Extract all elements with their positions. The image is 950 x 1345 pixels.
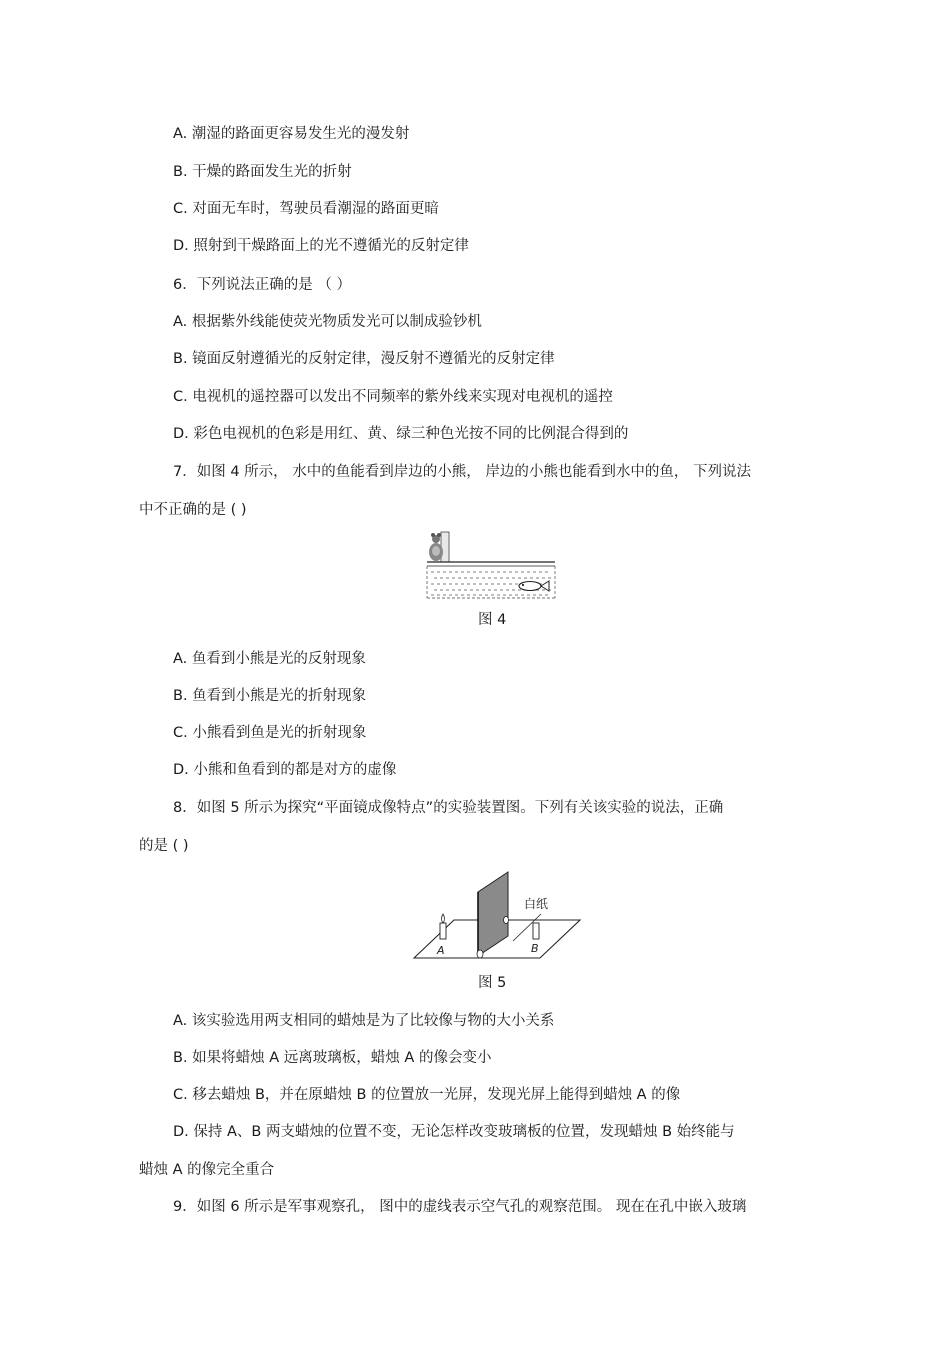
figure-4-caption: 图 4 <box>478 612 507 628</box>
q7-option-a: A. 鱼看到小熊是光的反射现象 <box>173 651 366 667</box>
q8-stem-line2: 的是 ( ) <box>139 838 189 854</box>
bear-icon <box>429 532 449 562</box>
q8-stem-line1: 8．如图 5 所示为探究“平面镜成像特点”的实验装置图。下列有关该实验的说法，正确 <box>173 800 724 816</box>
figure-5-paper-label: 白纸 <box>524 897 549 911</box>
q8-option-c: C. 移去蜡烛 B，并在原蜡烛 B 的位置放一光屏，发现光屏上能得到蜡烛 A 的像 <box>173 1087 681 1103</box>
q7-option-d: D. 小熊和鱼看到的都是对方的虚像 <box>173 762 397 778</box>
q8-option-d-line2: 蜡烛 A 的像完全重合 <box>139 1162 275 1178</box>
candle-b-icon <box>533 923 539 939</box>
q5-option-d: D. 照射到干燥路面上的光不遵循光的反射定律 <box>173 238 469 254</box>
q6-option-a: A. 根据紫外线能使荧光物质发光可以制成验钞机 <box>173 314 482 330</box>
candle-a-icon <box>440 914 446 939</box>
q6-option-c: C. 电视机的遥控器可以发出不同频率的紫外线来实现对电视机的遥控 <box>173 389 613 405</box>
figure-5-plane-mirror-setup <box>410 868 585 964</box>
q5-option-a: A. 潮湿的路面更容易发生光的漫发射 <box>173 126 410 142</box>
q6-stem: 6．下列说法正确的是 （ ） <box>173 277 351 293</box>
figure-5-label-a: A <box>437 944 445 957</box>
q5-option-c: C. 对面无车时，驾驶员看潮湿的路面更暗 <box>173 201 439 217</box>
fish-icon <box>519 581 549 591</box>
q7-stem-line1: 7．如图 4 所示， 水中的鱼能看到岸边的小熊， 岸边的小熊也能看到水中的鱼， 下列说法 <box>173 464 751 480</box>
q8-option-a: A. 该实验选用两支相同的蜡烛是为了比较像与物的大小关系 <box>173 1013 555 1029</box>
figure-5-label-b: B <box>531 942 539 955</box>
figure-5-caption: 图 5 <box>478 975 507 991</box>
q8-option-d-line1: D. 保持 A、B 两支蜡烛的位置不变，无论怎样改变玻璃板的位置，发现蜡烛 B 始终能与 <box>173 1124 735 1140</box>
q7-option-b: B. 鱼看到小熊是光的折射现象 <box>173 688 367 704</box>
q8-option-b: B. 如果将蜡烛 A 远离玻璃板，蜡烛 A 的像会变小 <box>173 1050 492 1066</box>
q6-option-d: D. 彩色电视机的色彩是用红、黄、绿三种色光按不同的比例混合得到的 <box>173 426 629 442</box>
q6-option-b: B. 镜面反射遵循光的反射定律，漫反射不遵循光的反射定律 <box>173 351 555 367</box>
q7-option-c: C. 小熊看到鱼是光的折射现象 <box>173 725 367 741</box>
q5-option-b: B. 干燥的路面发生光的折射 <box>173 164 352 180</box>
q7-stem-line2: 中不正确的是 ( ) <box>139 502 247 518</box>
figure-4-bear-fish <box>425 530 557 600</box>
q9-stem-line1: 9．如图 6 所示是军事观察孔， 图中的虚线表示空气孔的观察范围。 现在在孔中嵌入玻璃 <box>173 1199 747 1215</box>
